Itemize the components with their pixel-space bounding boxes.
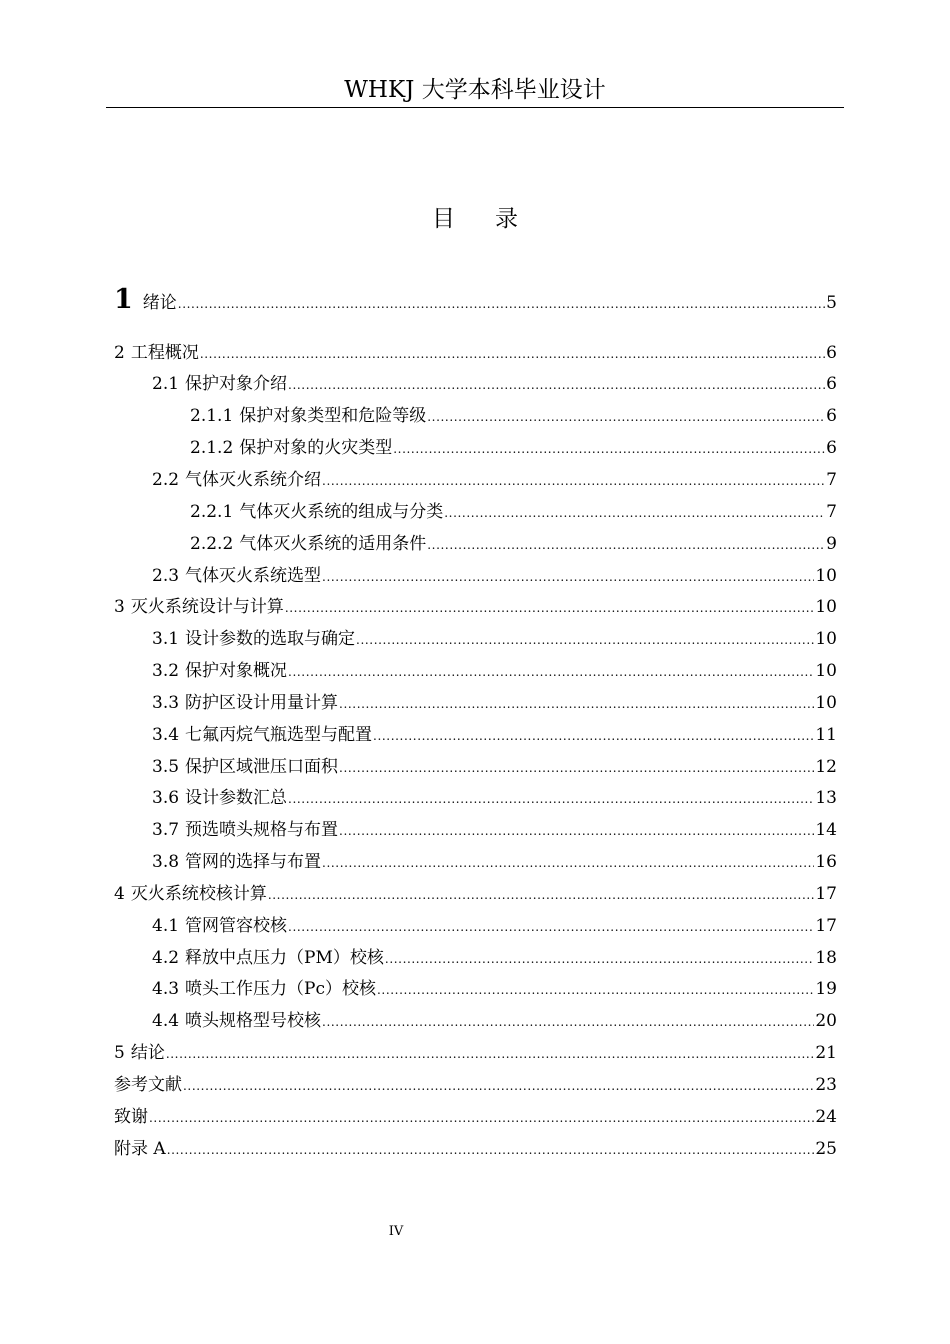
toc-entry-page: 9 [826, 534, 837, 554]
toc-entry-label: 气体灭火系统的适用条件 [239, 534, 427, 554]
toc-entry-label: 气体灭火系统介绍 [185, 470, 322, 490]
toc-entry-label: 七氟丙烷气瓶选型与配置 [185, 725, 373, 745]
toc-entry-page: 5 [826, 293, 837, 313]
toc-entry-label: 设计参数的选取与确定 [185, 629, 356, 649]
toc-entry-page: 23 [815, 1075, 837, 1095]
toc-entry-page: 6 [826, 406, 837, 426]
toc-entry[interactable] [114, 338, 837, 363]
toc-dot-leader [444, 506, 825, 520]
toc-entry[interactable] [152, 369, 837, 394]
toc-dot-leader [356, 633, 814, 647]
toc-entry-page: 21 [815, 1043, 837, 1063]
toc-dot-leader [373, 729, 814, 743]
toc-title [0, 200, 950, 233]
toc-entry-label: 工程概况 [130, 343, 199, 363]
toc-entry-label: 防护区设计用量计算 [185, 693, 339, 713]
toc-entry-label: 灭火系统设计与计算 [130, 597, 284, 617]
toc-entry-label: 喷头规格型号校核 [185, 1011, 322, 1031]
toc-dot-leader [339, 761, 814, 775]
toc-dot-leader [322, 1015, 814, 1029]
toc-dot-leader [200, 347, 825, 361]
toc-entry-number: 2 [114, 343, 125, 363]
toc-entry[interactable] [152, 815, 837, 840]
toc-entry[interactable] [152, 974, 837, 999]
toc-title-char: 目 [432, 206, 455, 232]
toc-dot-leader [268, 888, 815, 902]
toc-entry-number: 5 [114, 1043, 125, 1063]
toc-entry-number: 3.7 [152, 820, 180, 840]
toc-dot-leader [377, 983, 814, 997]
toc-entry-number: 3.6 [152, 788, 180, 808]
page-header: WHKJ 大学本科毕业设计 [344, 77, 606, 103]
toc-entry-page: 10 [815, 597, 837, 617]
toc-entry-page: 12 [815, 757, 837, 777]
toc-entry-label: 气体灭火系统选型 [185, 566, 322, 586]
toc-dot-leader [178, 297, 825, 311]
toc-entry[interactable] [152, 752, 837, 777]
toc-entry[interactable] [152, 911, 837, 936]
toc-entry-page: 10 [815, 566, 837, 586]
toc-dot-leader [385, 952, 814, 966]
toc-entry-page: 11 [815, 725, 837, 745]
toc-dot-leader [288, 665, 814, 679]
toc-entry-number: 2.1 [152, 374, 180, 394]
toc-entry-page: 25 [815, 1139, 837, 1159]
toc-entry-page: 18 [815, 948, 837, 968]
toc-entry[interactable] [114, 879, 837, 904]
toc-entry-page: 17 [815, 884, 837, 904]
toc-entry-page: 10 [815, 693, 837, 713]
toc-entry-number: 3.4 [152, 725, 180, 745]
toc-entry[interactable] [190, 497, 837, 522]
toc-entry-number: 3.2 [152, 661, 180, 681]
toc-entry-number: 2.2.2 [190, 534, 234, 554]
toc-entry-label: 喷头工作压力（Pc）校核 [185, 979, 377, 999]
toc-entry[interactable] [152, 465, 837, 490]
toc-entry-label: 保护对象的火灾类型 [239, 438, 393, 458]
toc-entry-number: 2.2.1 [190, 502, 234, 522]
toc-entry[interactable] [152, 624, 837, 649]
toc-dot-leader [166, 1047, 815, 1061]
toc-entry[interactable] [152, 656, 837, 681]
toc-entry-number: 4.2 [152, 948, 180, 968]
toc-entry-number: 3.1 [152, 629, 180, 649]
toc-entry[interactable] [190, 433, 837, 458]
toc-entry-number: 2.2 [152, 470, 180, 490]
toc-dot-leader [288, 378, 825, 392]
toc-entry-number: 2.1.1 [190, 406, 234, 426]
toc-entry-number: 1 [114, 284, 133, 315]
toc-entry-number: 3.5 [152, 757, 180, 777]
toc-entry-number: 4.4 [152, 1011, 180, 1031]
toc-entry-label: 保护区域泄压口面积 [185, 757, 339, 777]
toc-dot-leader [322, 856, 814, 870]
toc-entry[interactable] [190, 401, 837, 426]
toc-entry-page: 14 [815, 820, 837, 840]
toc-dot-leader [427, 538, 825, 552]
toc-entry[interactable] [114, 1102, 837, 1127]
toc-entry[interactable] [152, 943, 837, 968]
toc-entry-label: 保护对象概况 [185, 661, 288, 681]
header-rule [106, 107, 844, 108]
toc-entry-number: 3 [114, 597, 125, 617]
toc-entry-page: 6 [826, 374, 837, 394]
page-number: IV [388, 1224, 404, 1239]
toc-dot-leader [183, 1079, 814, 1093]
toc-entry-page: 13 [815, 788, 837, 808]
toc-entry-label: 参考文献 [114, 1075, 182, 1095]
toc-entry[interactable] [152, 783, 837, 808]
toc-entry-label: 管网的选择与布置 [185, 852, 322, 872]
toc-entry-number: 2.3 [152, 566, 180, 586]
toc-entry[interactable] [114, 1134, 837, 1159]
toc-entry[interactable] [114, 1070, 837, 1095]
toc-entry-label: 灭火系统校核计算 [130, 884, 267, 904]
toc-dot-leader [322, 474, 825, 488]
toc-entry-label: 致谢 [114, 1107, 148, 1127]
toc-entry-page: 6 [826, 438, 837, 458]
toc-entry-page: 10 [815, 661, 837, 681]
toc-dot-leader [167, 1143, 815, 1157]
toc-entry-label: 保护对象类型和危险等级 [239, 406, 427, 426]
toc-entry[interactable] [114, 592, 837, 617]
toc-entry[interactable] [114, 1038, 837, 1063]
toc-entry-page: 20 [815, 1011, 837, 1031]
toc-dot-leader [339, 824, 814, 838]
toc-entry-label: 保护对象介绍 [185, 374, 288, 394]
toc-entry-label: 绪论 [142, 293, 177, 313]
toc-entry[interactable] [114, 284, 837, 315]
toc-entry-label: 释放中点压力（PM）校核 [185, 948, 384, 968]
toc-entry-label: 结论 [130, 1043, 165, 1063]
toc-entry-page: 17 [815, 916, 837, 936]
toc-dot-leader [149, 1111, 814, 1125]
toc-entry[interactable] [190, 529, 837, 554]
toc-entry-number: 4 [114, 884, 125, 904]
toc-entry-number: 3.8 [152, 852, 180, 872]
toc-entry[interactable] [152, 688, 837, 713]
toc-entry-page: 16 [815, 852, 837, 872]
toc-entry-number: 2.1.2 [190, 438, 234, 458]
toc-entry-label: 设计参数汇总 [185, 788, 288, 808]
toc-dot-leader [393, 442, 825, 456]
toc-entry-label: 管网管容校核 [185, 916, 288, 936]
toc-entry-page: 6 [826, 343, 837, 363]
toc-entry[interactable] [152, 561, 837, 586]
toc-entry-number: 4.3 [152, 979, 180, 999]
toc-dot-leader [427, 410, 825, 424]
toc-entry-page: 10 [815, 629, 837, 649]
toc-entry-page: 7 [826, 502, 837, 522]
toc-entry-label: 气体灭火系统的组成与分类 [239, 502, 444, 522]
toc-entry-label: 预选喷头规格与布置 [185, 820, 339, 840]
toc-entry-number: 4.1 [152, 916, 180, 936]
toc-entry-label: 附录 A [114, 1139, 166, 1159]
toc-entry-page: 24 [815, 1107, 837, 1127]
toc-entry[interactable] [152, 847, 837, 872]
toc-dot-leader [288, 792, 814, 806]
toc-title-char: 录 [495, 206, 518, 232]
toc-dot-leader [285, 601, 815, 615]
toc-entry-page: 7 [826, 470, 837, 490]
toc-dot-leader [322, 570, 814, 584]
toc-dot-leader [339, 697, 814, 711]
toc-entry[interactable] [152, 1006, 837, 1031]
toc-entry-page: 19 [815, 979, 837, 999]
toc-entry[interactable] [152, 720, 837, 745]
toc-dot-leader [288, 920, 814, 934]
toc-entry-number: 3.3 [152, 693, 180, 713]
